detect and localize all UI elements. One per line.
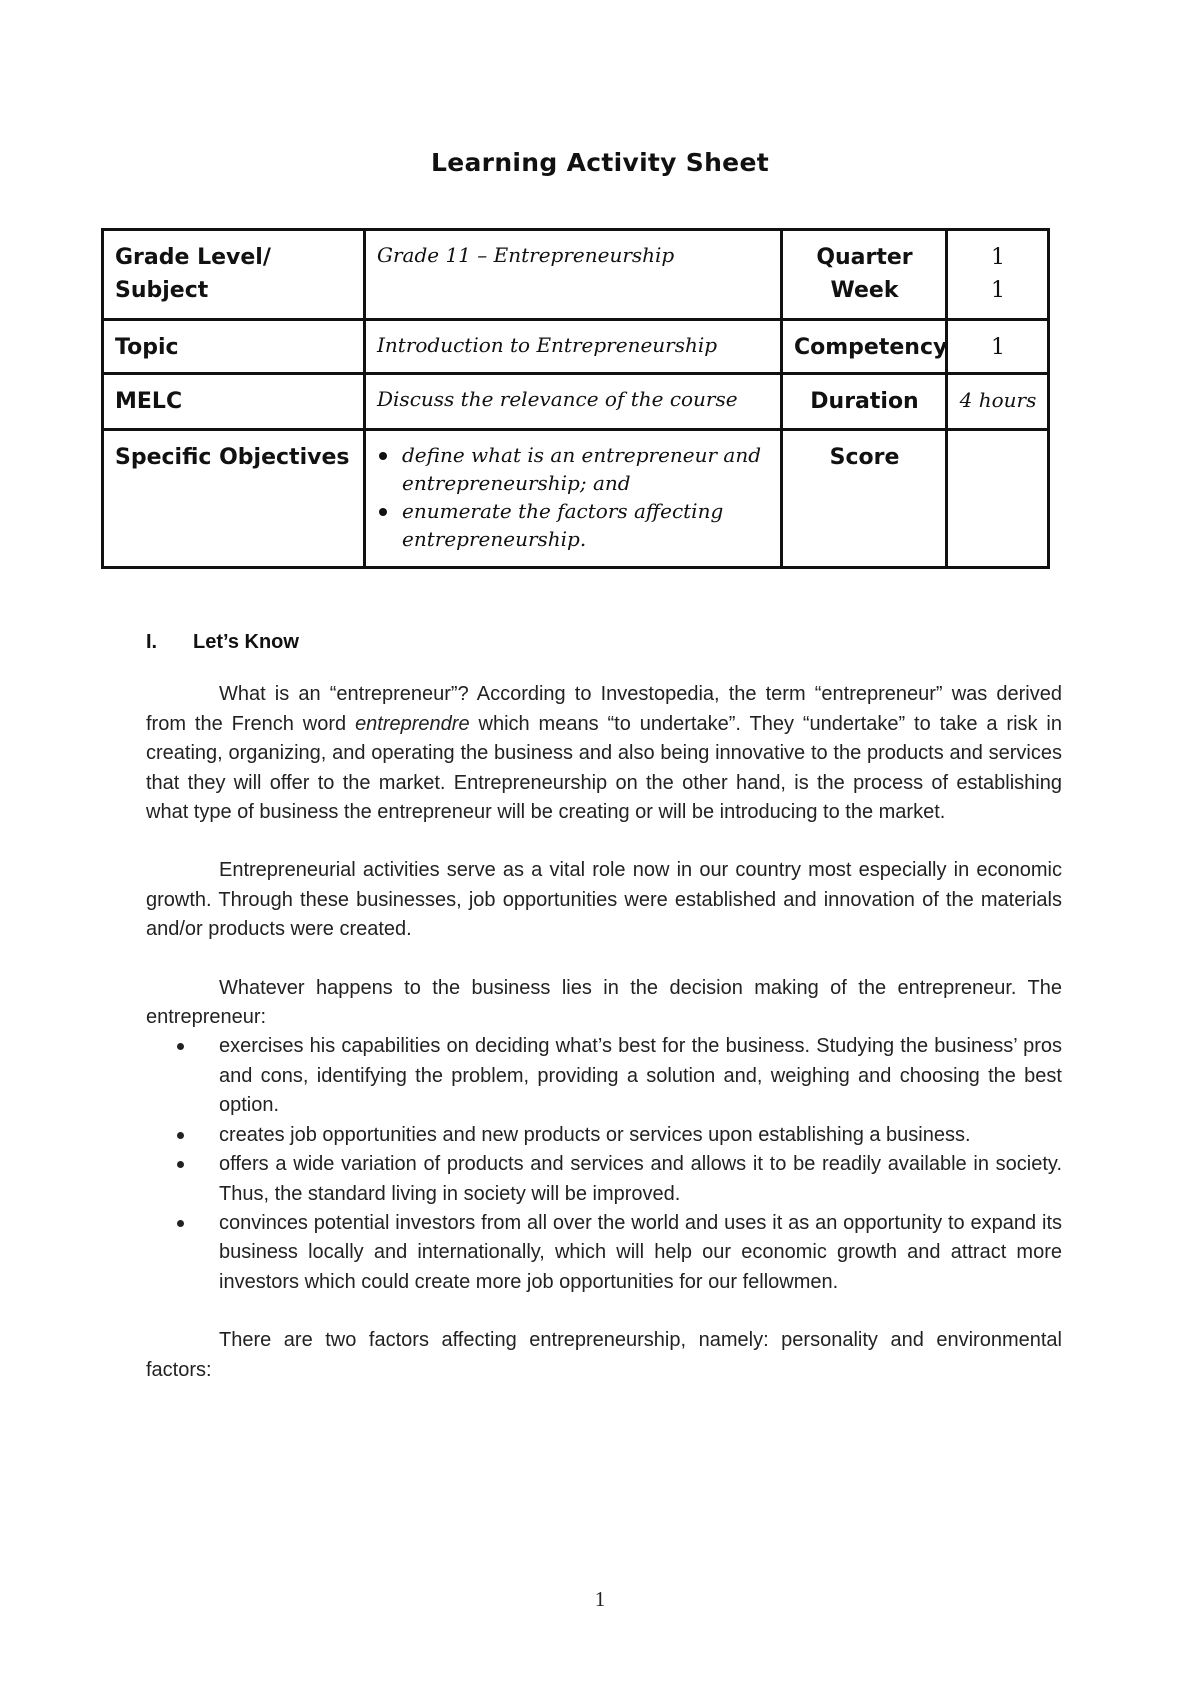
objective-item: define what is an entrepreneur and entrepreneurship; and bbox=[377, 441, 770, 497]
paragraph-text: What is an “entrepreneur”? According to Investopedia, the term “entrepreneur” was derived from the French word bbox=[146, 683, 1062, 735]
duration-label-cell bbox=[782, 374, 947, 430]
duration-value: 4 hours bbox=[959, 388, 1037, 412]
quarter-label: Quarter bbox=[816, 245, 913, 270]
score-label: Score bbox=[829, 445, 900, 470]
specific-objectives-label: Specific Objectives bbox=[115, 445, 350, 470]
list-item: offers a wide variation of products and services and allows it to be readily available in society. Thus, the standard living in society will be improved. bbox=[146, 1150, 1062, 1209]
section-heading bbox=[146, 628, 1062, 657]
objectives-label-cell bbox=[103, 430, 365, 568]
activity-info-table bbox=[101, 228, 1050, 569]
page-title: Learning Activity Sheet bbox=[431, 148, 769, 177]
melc-value-cell bbox=[365, 374, 782, 430]
melc-label: MELC bbox=[115, 389, 183, 414]
lesson-content bbox=[146, 628, 1062, 1414]
paragraph-definition bbox=[146, 680, 1062, 827]
list-item: creates job opportunities and new products or services upon establishing a business. bbox=[146, 1121, 1062, 1150]
melc-label-cell bbox=[103, 374, 365, 430]
quarter-value: 1 bbox=[991, 245, 1005, 270]
table-row-topic bbox=[103, 320, 1049, 374]
topic-value: Introduction to Entrepreneurship bbox=[377, 333, 718, 357]
section-title: Let’s Know bbox=[193, 631, 299, 653]
italic-term: entreprendre bbox=[355, 712, 470, 735]
objectives-value-cell bbox=[365, 430, 782, 568]
paragraph-factors: There are two factors affecting entrepreneurship, namely: personality and environmental factors: bbox=[146, 1329, 1062, 1381]
week-value: 1 bbox=[991, 278, 1005, 303]
paragraph-decision: Whatever happens to the business lies in the decision making of the entrepreneur. The entrepreneur: bbox=[146, 976, 1062, 1029]
grade-level-value: Grade 11 – Entrepreneurship bbox=[377, 243, 675, 267]
melc-value: Discuss the relevance of the course bbox=[377, 387, 738, 411]
topic-label-cell bbox=[103, 320, 365, 374]
entrepreneur-roles-list bbox=[146, 1032, 1062, 1297]
grade-level-label: Grade Level/ Subject bbox=[115, 245, 271, 303]
competency-value: 1 bbox=[991, 335, 1005, 360]
quarter-week-value-cell bbox=[947, 230, 1049, 320]
grade-level-label-cell bbox=[103, 230, 365, 320]
duration-value-cell bbox=[947, 374, 1049, 430]
section-number: I. bbox=[146, 631, 158, 653]
paragraph-text: which means “to undertake”. They “undertake” to take a risk in creating, organizing, and operating the business and also being innovative to the products and services that they will offer to the market. Entrepreneurship on the other hand, is the process of establishing what type of business the entrepreneur will be creating or will be introducing to the market. bbox=[146, 712, 1062, 824]
topic-value-cell bbox=[365, 320, 782, 374]
objective-item: enumerate the factors affecting entrepreneurship. bbox=[377, 497, 770, 553]
list-item: exercises his capabilities on deciding what’s best for the business. Studying the business’ pros and cons, identifying the problem, providing a solution and, weighing and choosing the best option. bbox=[146, 1032, 1062, 1120]
page-number: 1 bbox=[594, 1587, 606, 1611]
table-row-melc bbox=[103, 374, 1049, 430]
table-row-objectives bbox=[103, 430, 1049, 568]
week-label: Week bbox=[830, 278, 899, 303]
table-row-grade bbox=[103, 230, 1049, 320]
score-value-cell bbox=[947, 430, 1049, 568]
objectives-list bbox=[377, 441, 770, 553]
topic-label: Topic bbox=[115, 335, 179, 360]
list-item: convinces potential investors from all over the world and uses it as an opportunity to expand its business locally and internationally, which will help our economic growth and attract more investors which could create more job opportunities for our fellowmen. bbox=[146, 1209, 1062, 1297]
competency-label-cell bbox=[782, 320, 947, 374]
competency-label: Competency bbox=[794, 335, 948, 360]
score-label-cell bbox=[782, 430, 947, 568]
duration-label: Duration bbox=[810, 389, 919, 414]
competency-value-cell bbox=[947, 320, 1049, 374]
paragraph-activities: Entrepreneurial activities serve as a vital role now in our country most especially in economic growth. Through these businesses, job opportunities were established and innovation of the materials and/or products were created. bbox=[146, 859, 1062, 941]
grade-level-value-cell bbox=[365, 230, 782, 320]
quarter-week-label-cell bbox=[782, 230, 947, 320]
